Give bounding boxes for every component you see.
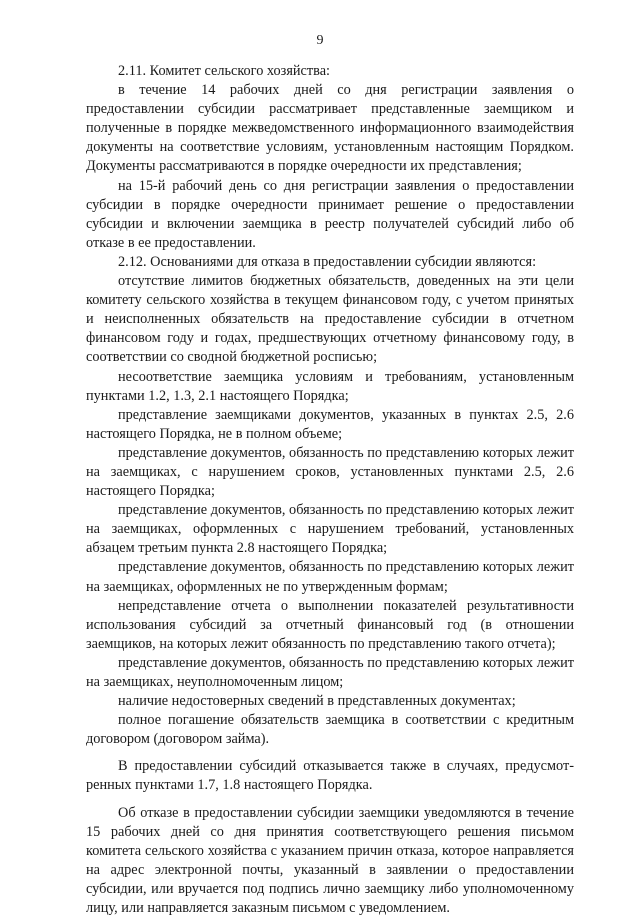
- paragraph-2-11-heading: 2.11. Комитет сельского хозяйства:: [118, 63, 331, 79]
- refusal-reason-no-report: непредставление отчета о выполнении показателей результативности использования субсидий за отчетный финансовый год (в отношении заемщиков, на которых лежит обязанность по представлению такого отчета);: [86, 597, 574, 652]
- refusal-reason-incomplete: представление заемщиками документов, указанных в пунктах 2.5, 2.6 настоящего Порядка, не в полном объеме;: [86, 406, 574, 442]
- document-body: [86, 62, 574, 918]
- page-number: 9: [316, 33, 324, 48]
- paragraph-review-term: в течение 14 рабочих дней со дня регистрации заявления о предоставлении субсидии рассматривает представленные заемщиком и полученные в порядке межведомственного информационного взаимодействия документы на соответствие условиям, установленным настоящим Порядком. Документы рассматриваются в порядке очередности их представления;: [86, 82, 574, 175]
- refusal-reason-unauthorized: представление документов, обязанность по представлению которых лежит на заемщиках, неуполномоченным лицом;: [86, 654, 574, 690]
- refusal-reason-repaid: полное погашение обязательств заемщика в соответствии с кредитным договором (договором займа).: [86, 712, 574, 748]
- refusal-reason-forms: представление документов, обязанность по представлению которых лежит на заемщиках, оформленных не по утвержденным формам;: [86, 559, 574, 595]
- paragraph-decision-day: на 15-й рабочий день со дня регистрации заявления о предоставлении субсидии в порядке очередности принимает решение о предоставлении субсидии и включении заемщика в реестр получателей субсидий либо об отказе в ее предоставлении.: [86, 177, 574, 251]
- refusal-reason-requirements: представление документов, обязанность по представлению которых лежит на заемщиках, оформленных с нарушением требований, установленных абзацем третьим пункта 2.8 настоящего Порядка;: [86, 502, 574, 557]
- refusal-reason-late: представление документов, обязанность по представлению которых лежит на заемщиках, с нарушением сроков, установленных пунктами 2.5, 2.6 настоящего Порядка;: [86, 444, 574, 500]
- refusal-reason-nonconformity: несоответствие заемщика условиям и требованиям, установленным пунктами 1.2, 1.3, 2.1 настоящего Порядка;: [86, 368, 574, 404]
- paragraph-2-12-heading: 2.12. Основаниями для отказа в предоставлении субсидии являются:: [118, 253, 537, 270]
- refusal-reason-false-info: наличие недостоверных сведений в представленных документах;: [118, 693, 516, 710]
- paragraph-notification: Об отказе в предоставлении субсидии заемщики уведомляются в течение 15 рабочих дней со дня принятия соответствующего решения письмом комитета сельского хозяйства с указанием причин отказа, которое направляется на адрес электронной почты, указанный в заявлении о предоставлении субсидии, или вручается под подпись лично заемщику либо уполномоченному лицу, или направляется заказным письмом с уведомлением.: [86, 804, 574, 917]
- refusal-reason-limits: отсутствие лимитов бюджетных обязательств, доведенных на эти цели комитету сельского хозяйства в текущем финансовом году, с учетом принятых и неисполненных обязательств на предоставление субсидии в отчетном финансовом году и годах, предшествующих отчетному финансовому году, в соответствии со сводной бюджетной росписью;: [86, 273, 574, 366]
- paragraph-additional-cases: В предоставлении субсидий отказывается также в случаях, предусмотренных пунктами 1.7, 1.8 настоящего Порядка.: [86, 758, 574, 794]
